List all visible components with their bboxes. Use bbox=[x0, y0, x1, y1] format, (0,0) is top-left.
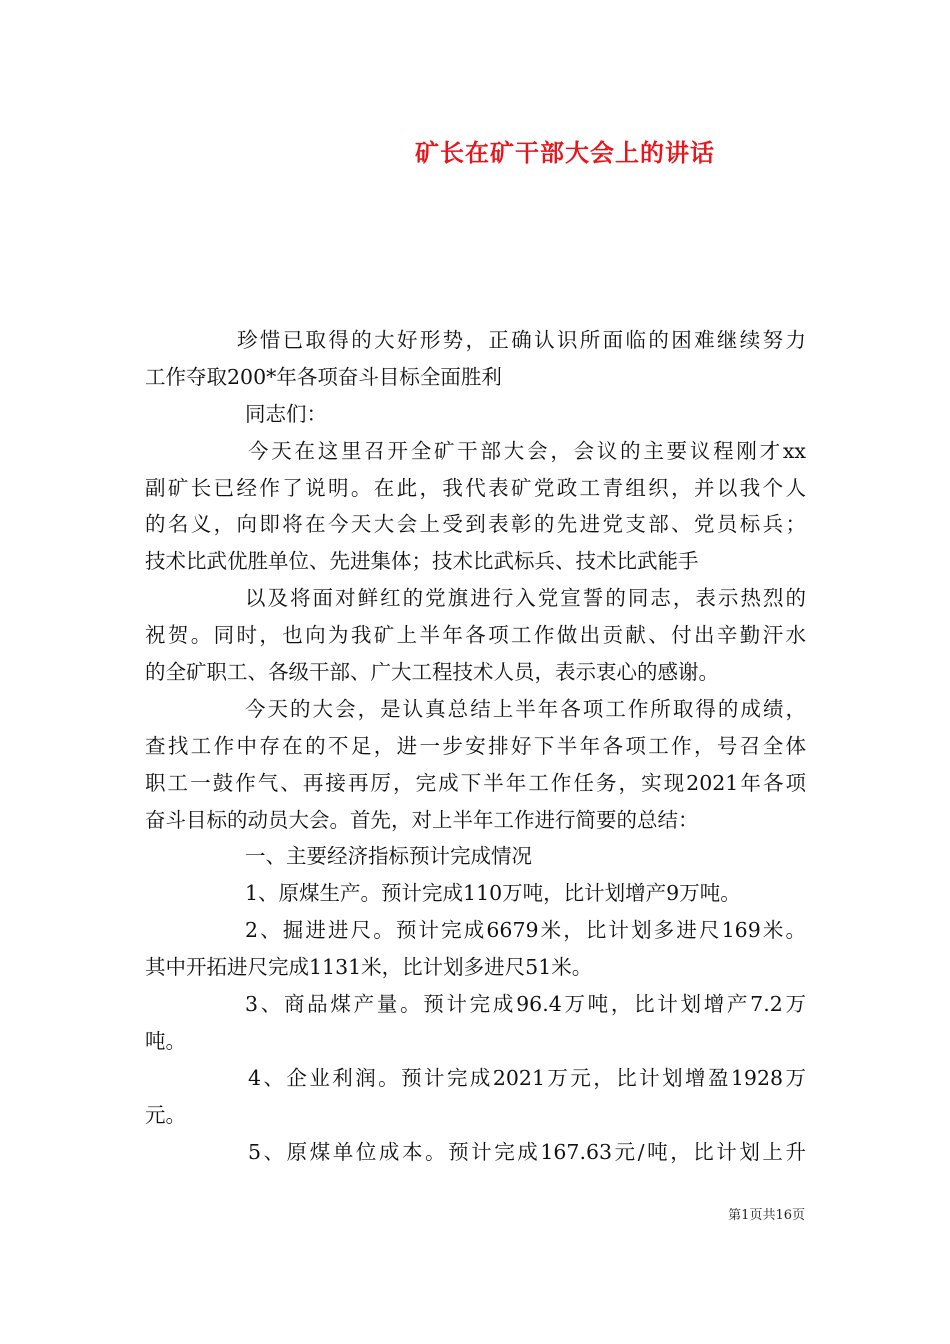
paragraph-line: 今天在这里召开全矿干部大会，会议的主要议程刚才xx bbox=[248, 438, 806, 463]
paragraph-line: 的全矿职工、各级干部、广大工程技术人员，表示衷心的感谢。 bbox=[145, 660, 719, 685]
paragraph-line: 职工一鼓作气、再接再厉，完成下半年工作任务，实现2021年各项 bbox=[145, 770, 806, 795]
subtitle-line: 珍惜已取得的大好形势，正确认识所面临的困难继续努力 bbox=[237, 328, 806, 352]
paragraph-line: 副矿长已经作了说明。在此，我代表矿党政工青组织，并以我个人 bbox=[145, 475, 806, 500]
list-item: 3、商品煤产量。预计完成96.4万吨，比计划增产7.2万 bbox=[245, 992, 806, 1017]
paragraph-line: 祝贺。同时，也向为我矿上半年各项工作做出贡献、付出辛勤汗水 bbox=[145, 623, 806, 648]
paragraph-line: 以及将面对鲜红的党旗进行入党宣誓的同志，表示热烈的 bbox=[245, 586, 806, 611]
paragraph-line: 奋斗目标的动员大会。首先，对上半年工作进行简要的总结： bbox=[145, 807, 699, 832]
list-item: 1、原煤生产。预计完成110万吨，比计划增产9万吨。 bbox=[245, 881, 741, 906]
section-heading: 一、主要经济指标预计完成情况 bbox=[245, 844, 532, 869]
list-item: 元。 bbox=[145, 1102, 186, 1127]
list-item: 4、企业利润。预计完成2021万元，比计划增盈1928万 bbox=[248, 1065, 806, 1090]
paragraph-line: 的名义，向即将在今天大会上受到表彰的先进党支部、党员标兵； bbox=[145, 512, 806, 537]
list-item: 2、掘进进尺。预计完成6679米，比计划多进尺169米。 bbox=[245, 918, 806, 943]
document-title: 矿长在矿干部大会上的讲话 bbox=[415, 138, 715, 167]
paragraph-line: 技术比武优胜单位、先进集体；技术比武标兵、技术比武能手 bbox=[145, 549, 699, 574]
salutation: 同志们： bbox=[245, 401, 327, 426]
list-item: 吨。 bbox=[145, 1028, 186, 1053]
paragraph-line: 今天的大会，是认真总结上半年各项工作所取得的成绩， bbox=[245, 696, 806, 721]
list-item: 5、原煤单位成本。预计完成167.63元/吨，比计划上升 bbox=[248, 1139, 806, 1164]
list-item: 其中开拓进尺完成1131米，比计划多进尺51米。 bbox=[145, 955, 593, 980]
subtitle-line: 工作夺取200*年各项奋斗目标全面胜利 bbox=[145, 364, 502, 389]
paragraph-line: 查找工作中存在的不足，进一步安排好下半年各项工作，号召全体 bbox=[145, 733, 806, 758]
document-body bbox=[145, 322, 806, 1170]
page-number: 第1页共16页 bbox=[728, 1208, 805, 1223]
